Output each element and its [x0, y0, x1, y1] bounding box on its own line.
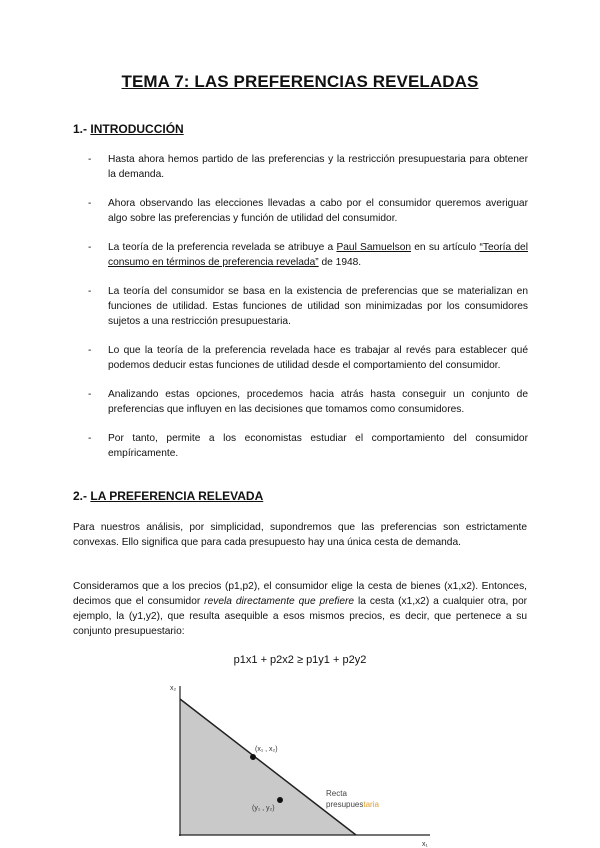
y-axis-label: x₂ [170, 685, 177, 692]
paragraph-revealed [73, 579, 527, 639]
paragraph-text: la cesta (x1,x2) a cualquier otra, por ejemplo, la (y1,y2), que resulta asequible a esos mismos precios, es decir, que pertenece a su conjunto presupuestario: [73, 596, 528, 637]
bullet-text: Hasta ahora hemos partido de las preferencias y la restricción presupuestaria para obtener la demanda. [108, 154, 528, 180]
list-item: - Analizando estas opciones, procedemos hacia atrás hasta conseguir un conjunto de preferencias que influyen en las decisiones que tomamos como consumidores. [88, 389, 528, 415]
article-title[interactable]: “Teoría del consumo en términos de preferencia revelada” [108, 242, 528, 268]
budget-set-figure [160, 678, 440, 848]
budget-line-label-second [326, 800, 379, 809]
point-x-label: (x₁ , x₂) [255, 746, 278, 753]
page-title: TEMA 7: LAS PREFERENCIAS REVELADAS [121, 72, 479, 91]
section-heading-preferencia [73, 489, 263, 503]
intro-bullet-list [88, 152, 528, 475]
budget-line-label-2a: presupues [326, 800, 364, 809]
bullet-text: La teoría de la preferencia revelada se atribuye a [108, 242, 337, 253]
point-y-marker [277, 797, 283, 803]
x-axis-label: x₁ [422, 841, 428, 848]
author-link[interactable]: Paul Samuelson [336, 242, 412, 253]
point-y-label: (y₁ , y₂) [252, 805, 275, 812]
budget-inequality-formula: p1x1 + p2x2 ≥ p1y1 + p2y2 [233, 654, 367, 666]
list-item: - Ahora observando las elecciones llevadas a cabo por el consumidor queremos averiguar algo sobre las preferencias y función de utilidad del consumidor. [88, 198, 528, 224]
budget-line-label-2b: taria [363, 800, 379, 809]
budget-line-label [326, 789, 347, 798]
section-title: LA PREFERENCIA RELEVADA [90, 489, 264, 503]
bullet-text: en su artículo [411, 242, 480, 253]
paragraph-emphasis: revela directamente que prefiere [204, 596, 355, 607]
paragraph-text: Consideramos que a los precios (p1,p2), el consumidor elige la cesta de bienes (x1,x2). Entonces, decimos que el consumidor [73, 581, 527, 607]
paragraph-convexity: Para nuestros análisis, por simplicidad, supondremos que las preferencias son estrictamente convexas. Ello significa que para cada presupuesto hay una única cesta de demanda. [73, 522, 527, 548]
bullet-text: Analizando estas opciones, procedemos hacia atrás hasta conseguir un conjunto de preferencias que influyen en las decisiones que tomamos como consumidores. [108, 389, 528, 415]
bullet-text: La teoría del consumidor se basa en la existencia de preferencias que se materializan en funciones de utilidad. Estas funciones de utilidad son minimizadas por los consumidores sujetos a una restricción presupuestaria. [108, 286, 528, 327]
bullet-text: Ahora observando las elecciones llevadas a cabo por el consumidor queremos averiguar algo sobre las preferencias y función de utilidad del consumidor. [108, 198, 528, 224]
section-title: INTRODUCCIÓN [90, 122, 184, 136]
list-item: - Hasta ahora hemos partido de las preferencias y la restricción presupuestaria para obtener la demanda. [88, 154, 528, 180]
list-item: - Lo que la teoría de la preferencia revelada hace es trabajar al revés para establecer qué podemos deducir estas funciones de utilidad desde el comportamiento del consumidor. [88, 345, 528, 371]
list-item: - La teoría de la preferencia revelada se atribuye a Paul Samuelson en su artículo “Teoría del consumo en términos de preferencia revelada” de 1948. [88, 242, 528, 268]
bullet-text: Lo que la teoría de la preferencia revelada hace es trabajar al revés para establecer qué podemos deducir estas funciones de utilidad desde el comportamiento del consumidor. [108, 345, 528, 371]
section-number: 2.- [73, 489, 88, 503]
section-number: 1.- [73, 122, 88, 136]
point-x-marker [250, 754, 256, 760]
section-heading-intro [73, 122, 184, 136]
budget-line-label-1: Recta [326, 789, 347, 798]
list-item: - Por tanto, permite a los economistas estudiar el comportamiento del consumidor empíricamente. [88, 433, 528, 459]
bullet-text: Por tanto, permite a los economistas estudiar el comportamiento del consumidor empíricamente. [108, 433, 528, 459]
bullet-text: de 1948. [318, 257, 362, 268]
list-item: - La teoría del consumidor se basa en la existencia de preferencias que se materializan en funciones de utilidad. Estas funciones de utilidad son minimizadas por los consumidores sujetos a una restricción presupuestaria. [88, 286, 528, 327]
